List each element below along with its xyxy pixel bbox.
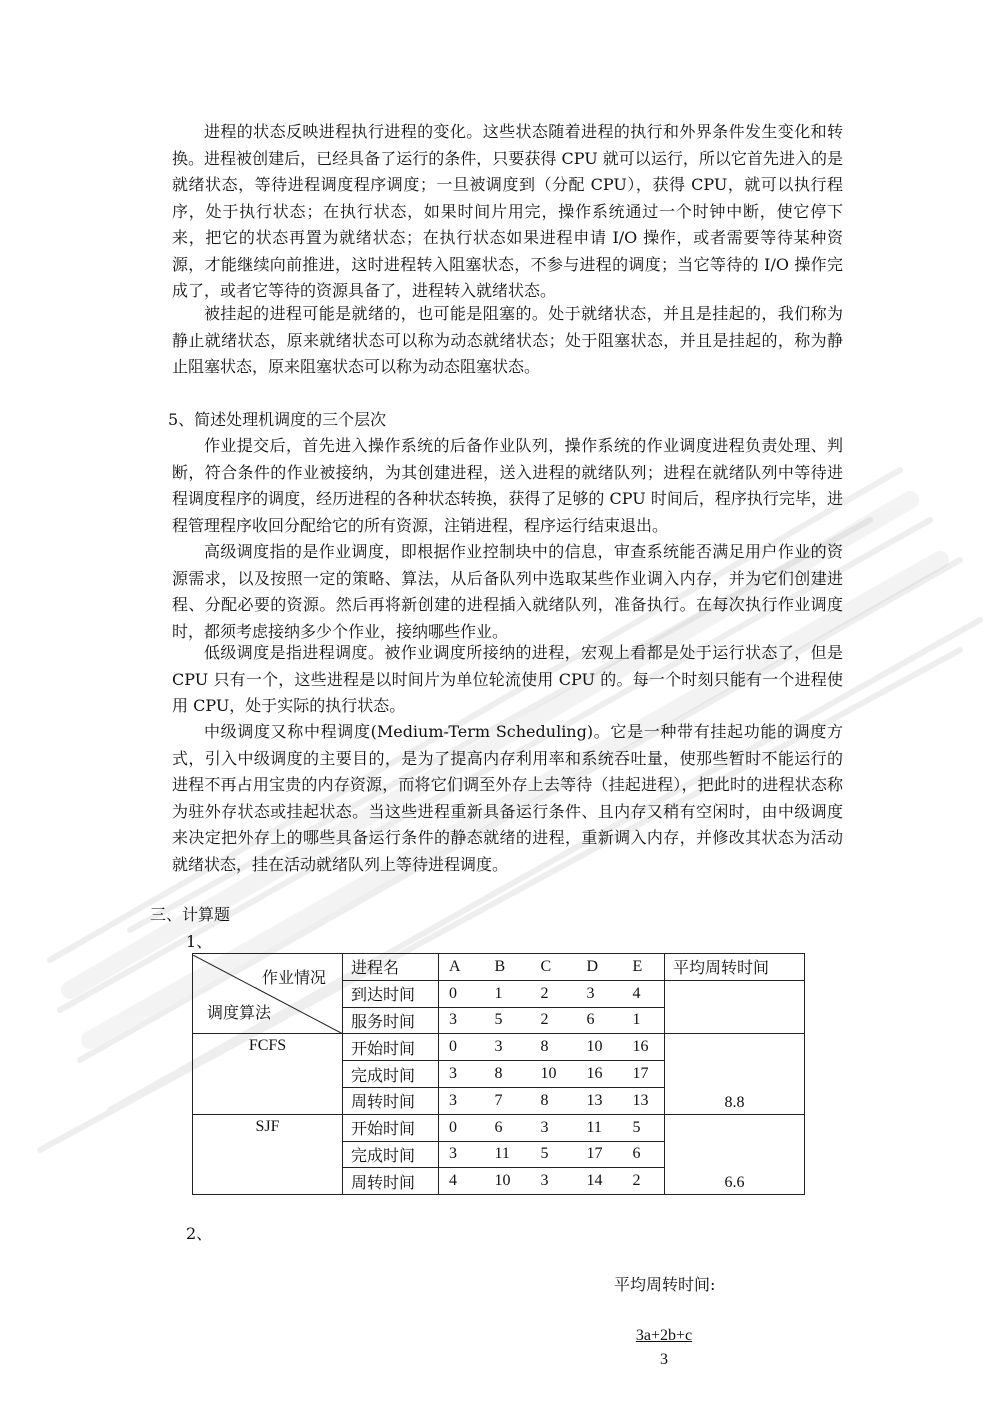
fcfs-finish-label: 完成时间 bbox=[343, 1061, 439, 1088]
diag-label-algorithm: 调度算法 bbox=[207, 1004, 272, 1022]
sjf-start-c: 3 bbox=[531, 1114, 577, 1141]
question-1-label: 1、 bbox=[186, 932, 213, 951]
paragraph-low-level-scheduling: 低级调度是指进程调度。被作业调度所接纳的进程，宏观上看都是处于运行状态了，但是 CPU 只有一个，这些进程是以时间片为单位轮流使用 CPU 的。每一个时刻只能有一个进程使用 CPU，处于实际的执行状态。 bbox=[172, 643, 843, 715]
sjf-start-d: 11 bbox=[577, 1114, 623, 1141]
sjf-start-b: 6 bbox=[485, 1114, 531, 1141]
service-c: 2 bbox=[531, 1007, 577, 1034]
sjf-turnaround-e: 2 bbox=[623, 1168, 665, 1195]
question-5-title: 5、简述处理机调度的三个层次 bbox=[168, 410, 387, 429]
arrival-c: 2 bbox=[531, 980, 577, 1007]
arrival-d: 3 bbox=[577, 980, 623, 1007]
q2-avg-turnaround-label: 平均周转时间: bbox=[614, 1275, 716, 1294]
header-avg-turnaround: 平均周转时间 bbox=[665, 954, 805, 981]
fcfs-finish-b: 8 bbox=[485, 1061, 531, 1088]
fcfs-finish-d: 16 bbox=[577, 1061, 623, 1088]
q2-numerator: 3a+2b+c bbox=[635, 1327, 693, 1344]
sjf-finish-e: 6 bbox=[623, 1141, 665, 1168]
service-b: 5 bbox=[485, 1007, 531, 1034]
fcfs-finish-c: 10 bbox=[531, 1061, 577, 1088]
fcfs-start-b: 3 bbox=[485, 1034, 531, 1061]
fcfs-start-e: 16 bbox=[623, 1034, 665, 1061]
header-c: C bbox=[531, 954, 577, 981]
fcfs-finish-e: 17 bbox=[623, 1061, 665, 1088]
header-process-name: 进程名 bbox=[343, 954, 439, 981]
sjf-turnaround-a: 4 bbox=[439, 1168, 485, 1195]
header-b: B bbox=[485, 954, 531, 981]
header-a: A bbox=[439, 954, 485, 981]
section-3-title: 三、计算题 bbox=[150, 905, 231, 924]
service-a: 3 bbox=[439, 1007, 485, 1034]
sjf-start-e: 5 bbox=[623, 1114, 665, 1141]
fcfs-turnaround-e: 13 bbox=[623, 1087, 665, 1114]
service-e: 1 bbox=[623, 1007, 665, 1034]
paragraph-suspended-states: 被挂起的进程可能是就绪的，也可能是阻塞的。处于就绪状态，并且是挂起的，我们称为静止就绪状态，原来就绪状态可以称为动态就绪状态；处于阻塞状态，并且是挂起的，称为静止阻塞状态，原来阻塞状态可以称为动态阻塞状态。 bbox=[172, 304, 843, 376]
sjf-start-label: 开始时间 bbox=[343, 1114, 439, 1141]
avg-empty-top bbox=[665, 980, 805, 1034]
row-label-arrival: 到达时间 bbox=[343, 980, 439, 1007]
sjf-finish-c: 5 bbox=[531, 1141, 577, 1168]
paragraph-medium-term-scheduling: 中级调度又称中程调度(Medium-Term Scheduling)。它是一种带有挂起功能的调度方式，引入中级调度的主要目的，是为了提高内存利用率和系统吞吐量，使那些暂时不能运行的进程不再占用宝贵的内存资源，而将它们调至外存上去等待（挂起进程），把此时的进程状态称为驻外存状态或挂起状态。当这些进程重新具备运行条件、且内存又稍有空闲时，由中级调度来决定把外存上的哪些具备运行条件的静态就绪的进程，重新调入内存，并修改其状态为活动就绪状态，挂在活动就绪队列上等待进程调度。 bbox=[172, 722, 843, 874]
header-d: D bbox=[577, 954, 623, 981]
fcfs-start-a: 0 bbox=[439, 1034, 485, 1061]
header-e: E bbox=[623, 954, 665, 981]
paragraph-process-states: 进程的状态反映进程执行进程的变化。这些状态随着进程的执行和外界条件发生变化和转换。进程被创建后，已经具备了运行的条件，只要获得 CPU 就可以运行，所以它首先进入的是就绪状态，等待进程调度程序调度；一旦被调度到（分配 CPU），获得 CPU，就可以执行程序，处于执行状态；在执行状态，如果时间片用完，操作系统通过一个时钟中断，使它停下来，把它的状态再置为就绪状态；在执行状态如果进程申请 I/O 操作，或者需要等待某种资源，才能继续向前推进，这时进程转入阻塞状态，不参与进程的调度；当它等待的 I/O 操作完成了，或者它等待的资源具备了，进程转入就绪状态。 bbox=[172, 122, 843, 300]
fcfs-start-label: 开始时间 bbox=[343, 1034, 439, 1061]
fcfs-turnaround-a: 3 bbox=[439, 1087, 485, 1114]
sjf-turnaround-c: 3 bbox=[531, 1168, 577, 1195]
fcfs-finish-a: 3 bbox=[439, 1061, 485, 1088]
service-d: 6 bbox=[577, 1007, 623, 1034]
fcfs-avg-turnaround: 8.8 bbox=[665, 1034, 805, 1114]
scheduling-table bbox=[192, 953, 805, 1195]
diagonal-header-cell bbox=[193, 954, 343, 1034]
question-2-label: 2、 bbox=[186, 1224, 213, 1243]
sjf-finish-a: 3 bbox=[439, 1141, 485, 1168]
row-label-service: 服务时间 bbox=[343, 1007, 439, 1034]
fcfs-turnaround-b: 7 bbox=[485, 1087, 531, 1114]
algorithm-sjf: SJF bbox=[193, 1114, 343, 1194]
q2-fraction bbox=[626, 1325, 702, 1371]
diag-label-job: 作业情况 bbox=[261, 969, 326, 987]
fcfs-start-d: 10 bbox=[577, 1034, 623, 1061]
paragraph-high-level-scheduling: 高级调度指的是作业调度，即根据作业控制块中的信息，审查系统能否满足用户作业的资源需求，以及按照一定的策略、算法，从后备队列中选取某些作业调入内存，并为它们创建进程、分配必要的资源。然后再将新创建的进程插入就绪队列，准备执行。在每次执行作业调度时，都须考虑接纳多少个作业，接纳哪些作业。 bbox=[172, 542, 843, 641]
fcfs-turnaround-label: 周转时间 bbox=[343, 1087, 439, 1114]
sjf-turnaround-label: 周转时间 bbox=[343, 1168, 439, 1195]
arrival-b: 1 bbox=[485, 980, 531, 1007]
sjf-turnaround-d: 14 bbox=[577, 1168, 623, 1195]
q2-denominator: 3 bbox=[660, 1351, 668, 1368]
fcfs-turnaround-d: 13 bbox=[577, 1087, 623, 1114]
sjf-finish-b: 11 bbox=[485, 1141, 531, 1168]
sjf-start-a: 0 bbox=[439, 1114, 485, 1141]
arrival-a: 0 bbox=[439, 980, 485, 1007]
arrival-e: 4 bbox=[623, 980, 665, 1007]
sjf-turnaround-b: 10 bbox=[485, 1168, 531, 1195]
paragraph-job-flow: 作业提交后，首先进入操作系统的后备作业队列，操作系统的作业调度进程负责处理、判断，符合条件的作业被接纳，为其创建进程，送入进程的就绪队列；进程在就绪队列中等待进程调度程序的调度，经历进程的各种状态转换，获得了足够的 CPU 时间后，程序执行完毕，进程管理程序收回分配给它的所有资源，注销进程，程序运行结束退出。 bbox=[172, 436, 843, 535]
sjf-finish-d: 17 bbox=[577, 1141, 623, 1168]
fcfs-start-c: 8 bbox=[531, 1034, 577, 1061]
algorithm-fcfs: FCFS bbox=[193, 1034, 343, 1114]
fcfs-turnaround-c: 8 bbox=[531, 1087, 577, 1114]
sjf-finish-label: 完成时间 bbox=[343, 1141, 439, 1168]
sjf-avg-turnaround: 6.6 bbox=[665, 1114, 805, 1194]
